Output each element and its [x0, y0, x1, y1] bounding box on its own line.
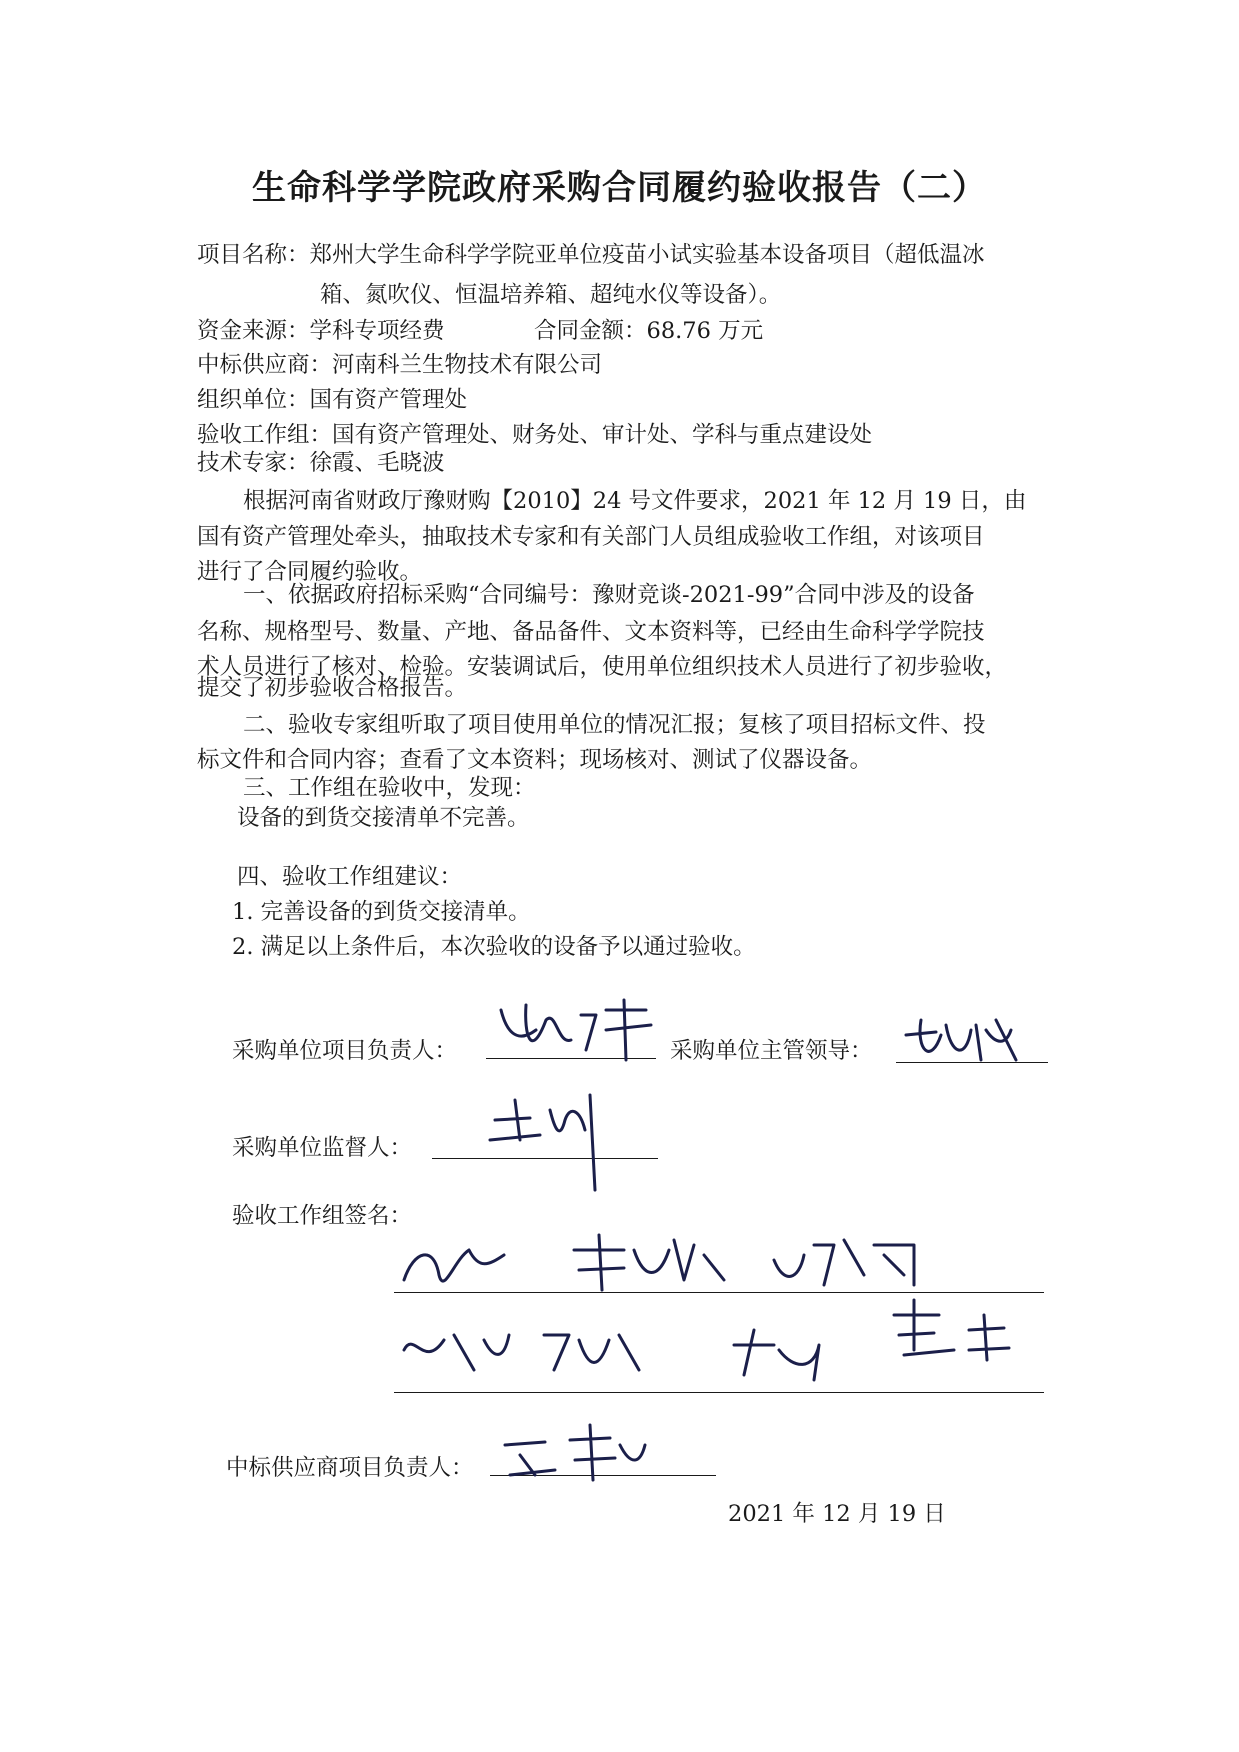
- project-name-line-2: 箱、氮吹仪、恒温培养箱、超纯水仪等设备）。: [320, 282, 782, 308]
- organizer: 组织单位：国有资产管理处: [197, 387, 468, 413]
- document-title: 生命科学学院政府采购合同履约验收报告（二）: [252, 168, 987, 208]
- report-date: 2021 年 12 月 19 日: [728, 1501, 946, 1527]
- intro-line-1: 根据河南省财政厅豫财购【2010】24 号文件要求，2021 年 12 月 19 日，由: [243, 488, 1027, 514]
- supervisor-leader-signature: [896, 1010, 1056, 1070]
- project-leader-label: 采购单位项目负责人：: [232, 1038, 458, 1064]
- supplier: 中标供应商：河南科兰生物技术有限公司: [197, 352, 603, 378]
- para4-line-2: 1. 完善设备的到货交接清单。: [232, 899, 531, 925]
- para1-line-2: 名称、规格型号、数量、产地、备品备件、文本资料等，已经由生命科学学院技: [197, 619, 985, 645]
- supplier-leader-signature: [490, 1420, 690, 1490]
- para1-line-1: 一、依据政府招标采购“合同编号：豫财竞谈-2021-99”合同中涉及的设备: [243, 582, 975, 608]
- para1-line-4: 提交了初步验收合格报告。: [197, 675, 468, 701]
- group-signatures: [394, 1220, 1044, 1400]
- para3-line-2: 设备的到货交接清单不完善。: [237, 805, 530, 831]
- para2-line-2: 标文件和合同内容；查看了文本资料；现场核对、测试了仪器设备。: [197, 747, 873, 773]
- contract-amount: 合同金额：68.76 万元: [534, 318, 764, 344]
- project-leader-signature: [486, 990, 666, 1070]
- para3-line-1: 三、工作组在验收中，发现：: [243, 775, 536, 801]
- para4-line-1: 四、验收工作组建议：: [237, 864, 463, 890]
- funding-source: 资金来源：学科专项经费: [197, 318, 445, 344]
- technical-experts: 技术专家：徐霞、毛晓波: [197, 450, 445, 476]
- intro-line-2: 国有资产管理处牵头，抽取技术专家和有关部门人员组成验收工作组，对该项目: [197, 524, 985, 550]
- monitor-label: 采购单位监督人：: [232, 1135, 413, 1161]
- group-sign-label: 验收工作组签名：: [232, 1203, 413, 1229]
- para1-line-3: 术人员进行了核对、检验。安装调试后，使用单位组织技术人员进行了初步验收，: [197, 654, 1008, 680]
- intro-line-3: 进行了合同履约验收。: [197, 559, 423, 585]
- monitor-signature: [470, 1080, 640, 1200]
- project-name-line-1: 项目名称：郑州大学生命科学学院亚单位疫苗小试实验基本设备项目（超低温冰: [197, 242, 985, 268]
- supplier-leader-label: 中标供应商项目负责人：: [226, 1455, 474, 1481]
- para2-line-1: 二、验收专家组听取了项目使用单位的情况汇报；复核了项目招标文件、投: [243, 712, 986, 738]
- para4-line-3: 2. 满足以上条件后，本次验收的设备予以通过验收。: [232, 934, 756, 960]
- supervisor-leader-label: 采购单位主管领导：: [670, 1038, 873, 1064]
- working-group: 验收工作组：国有资产管理处、财务处、审计处、学科与重点建设处: [197, 422, 873, 448]
